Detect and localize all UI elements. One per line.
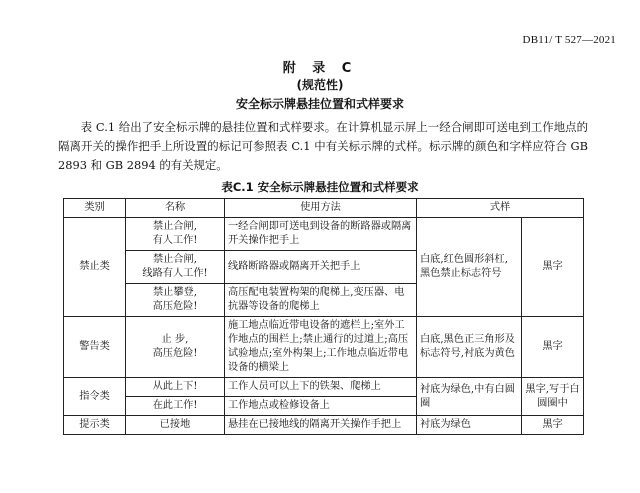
usage-cell: 悬挂在已接地线的隔离开关操作手把上 bbox=[225, 416, 417, 435]
usage-cell: 线路断路器或隔离开关把手上 bbox=[225, 251, 417, 284]
text-color-cell: 黑字,写于白圆圈中 bbox=[522, 378, 584, 416]
style-cell: 衬底为绿色 bbox=[417, 416, 522, 435]
usage-cell: 施工地点临近带电设备的遮栏上;室外工作地点的围栏上;禁止通行的过道上;高压试验地点;室外构架上;工作地点临近带电设备的横梁上 bbox=[225, 317, 417, 378]
header-category: 类别 bbox=[64, 199, 126, 218]
header-usage: 使用方法 bbox=[225, 199, 417, 218]
annex-title: 附 录 C bbox=[282, 61, 358, 76]
text-color-cell: 黑字 bbox=[522, 317, 584, 378]
usage-cell: 一经合闸即可送电到设备的断路器或隔离开关操作把手上 bbox=[225, 218, 417, 251]
usage-cell: 工作人员可以上下的铁架、爬梯上 bbox=[225, 378, 417, 397]
table-row bbox=[64, 378, 584, 397]
sign-name-cell: 止 步, 高压危险! bbox=[126, 317, 225, 378]
sign-name-cell: 禁止合闸, 线路有人工作! bbox=[126, 251, 225, 284]
category-cell: 指令类 bbox=[64, 378, 126, 416]
category-cell: 禁止类 bbox=[64, 218, 126, 317]
standard-code: DB11/ T 527—2021 bbox=[522, 34, 616, 46]
annex-type: (规范性) bbox=[296, 78, 344, 92]
style-cell: 白底,黑色正三角形及标志符号,衬底为黄色 bbox=[417, 317, 522, 378]
table-row bbox=[64, 218, 584, 251]
category-cell: 提示类 bbox=[64, 416, 126, 435]
category-cell: 警告类 bbox=[64, 317, 126, 378]
sign-name-cell: 在此工作! bbox=[126, 397, 225, 416]
table-row bbox=[64, 317, 584, 378]
text-color-cell: 黑字 bbox=[522, 218, 584, 317]
text-color-cell: 黑字 bbox=[522, 416, 584, 435]
table-row bbox=[64, 416, 584, 435]
style-cell: 衬底为绿色,中有白圆圈 bbox=[417, 378, 522, 416]
table-caption: 表C.1 安全标示牌悬挂位置和式样要求 bbox=[221, 180, 419, 194]
header-style: 式样 bbox=[417, 199, 584, 218]
sign-name-cell: 禁止合闸, 有人工作! bbox=[126, 218, 225, 251]
annex-heading: 安全标示牌悬挂位置和式样要求 bbox=[235, 97, 404, 111]
body-paragraph: 表 C.1 给出了安全标示牌的悬挂位置和式样要求。在计算机显示屏上一经合闸即可送电到工作地点的隔离开关的操作把手上所设置的标记可参照表 C.1 中有关标示牌的式样。标示牌的颜色和字样应符合 GB 2893 和 GB 2894 的有关规定。 bbox=[58, 120, 588, 172]
usage-cell: 高压配电装置构架的爬梯上,变压器、电抗器等设备的爬梯上 bbox=[225, 284, 417, 317]
sign-name-cell: 禁止攀登, 高压危险! bbox=[126, 284, 225, 317]
usage-cell: 工作地点或检修设备上 bbox=[225, 397, 417, 416]
sign-name-cell: 从此上下! bbox=[126, 378, 225, 397]
sign-requirements-table bbox=[63, 198, 584, 435]
table-header-row bbox=[64, 199, 584, 218]
header-name: 名称 bbox=[126, 199, 225, 218]
sign-name-cell: 已接地 bbox=[126, 416, 225, 435]
style-cell: 白底,红色圆形斜杠,黑色禁止标志符号 bbox=[417, 218, 522, 317]
